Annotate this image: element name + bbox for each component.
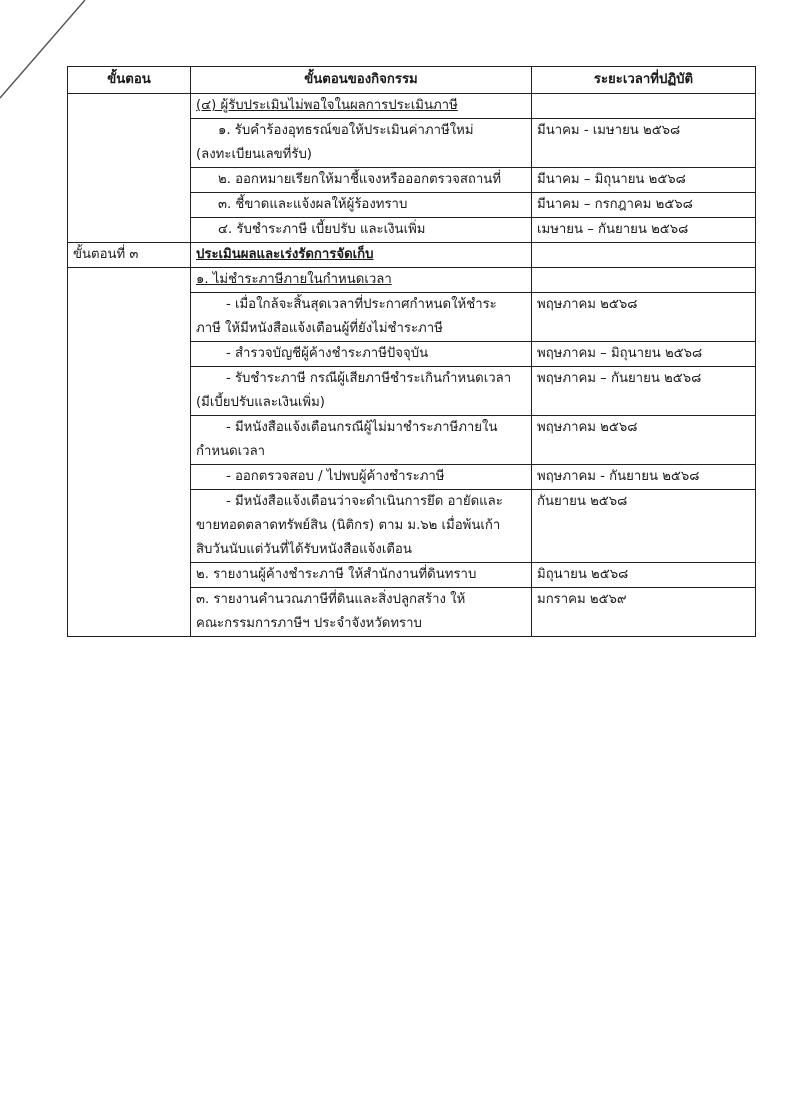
time-cell: เมษายน – กันยายน ๒๕๖๘ [532, 218, 756, 243]
time-cell: มกราคม ๒๕๖๙ [532, 588, 756, 637]
table-row [68, 243, 756, 268]
header-time: ระยะเวลาที่ปฏิบัติ [532, 67, 756, 94]
activity-cell: - มีหนังสือแจ้งเตือนกรณีผู้ไม่มาชำระภาษีภายใน กำหนดเวลา [191, 416, 532, 465]
header-activity: ขั้นตอนของกิจกรรม [191, 67, 532, 94]
activity-cell: ๑. รับคำร้องอุทธรณ์ขอให้ประเมินค่าภาษีใหม่ (ลงทะเบียนเลขที่รับ) [191, 119, 532, 168]
activity-cell: ๓. ชี้ขาดและแจ้งผลให้ผู้ร้องทราบ [191, 193, 532, 218]
step-cell-empty [68, 268, 191, 637]
time-cell: มีนาคม – มิถุนายน ๒๕๖๘ [532, 168, 756, 193]
activity-cell: ๓. รายงานคำนวณภาษีที่ดินและสิ่งปลูกสร้าง ให้ คณะกรรมการภาษีฯ ประจำจังหวัดทราบ [191, 588, 532, 637]
activity-cell: - เมื่อใกล้จะสิ้นสุดเวลาที่ประกาศกำหนดให้ชำระ ภาษี ให้มีหนังสือแจ้งเตือนผู้ที่ยังไม่ชำระภาษี [191, 293, 532, 342]
time-cell: มีนาคม – กรกฎาคม ๒๕๖๘ [532, 193, 756, 218]
time-cell: พฤษภาคม ๒๕๖๘ [532, 293, 756, 342]
step3-heading: ประเมินผลและเร่งรัดการจัดเก็บ [191, 243, 532, 268]
time-cell: พฤษภาคม - กันยายน ๒๕๖๘ [532, 465, 756, 490]
time-cell [532, 268, 756, 293]
section4-heading: (๔) ผู้รับประเมินไม่พอใจในผลการประเมินภาษี [191, 94, 532, 119]
step-label: ขั้นตอนที่ ๓ [68, 243, 191, 268]
activity-cell: - รับชำระภาษี กรณีผู้เสียภาษีชำระเกินกำหนดเวลา (มีเบี้ยปรับและเงินเพิ่ม) [191, 367, 532, 416]
time-cell: พฤษภาคม – มิถุนายน ๒๕๖๘ [532, 342, 756, 367]
time-cell: มิถุนายน ๒๕๖๘ [532, 563, 756, 588]
activity-cell: - มีหนังสือแจ้งเตือนว่าจะดำเนินการยึด อายัดและ ขายทอดตลาดทรัพย์สิน (นิติกร) ตาม ม.๖๒ เมื่อพ้นเก้า สิบวันนับแต่วันที่ได้รับหนังสือแจ้งเตือน [191, 490, 532, 563]
activity-cell: - ออกตรวจสอบ / ไปพบผู้ค้างชำระภาษี [191, 465, 532, 490]
time-cell [532, 243, 756, 268]
activity-cell: ๔. รับชำระภาษี เบี้ยปรับ และเงินเพิ่ม [191, 218, 532, 243]
time-cell: กันยายน ๒๕๖๘ [532, 490, 756, 563]
header-step: ขั้นตอน [68, 67, 191, 94]
activity-cell: ๒. ออกหมายเรียกให้มาชี้แจงหรือออกตรวจสถานที่ [191, 168, 532, 193]
step3-subheading: ๑. ไม่ชำระภาษีภายในกำหนดเวลา [191, 268, 532, 293]
activity-cell: - สำรวจบัญชีผู้ค้างชำระภาษีปัจจุบัน [191, 342, 532, 367]
time-cell: พฤษภาคม ๒๕๖๘ [532, 416, 756, 465]
time-cell [532, 94, 756, 119]
table-row [68, 94, 756, 119]
step-cell-empty [68, 94, 191, 243]
activity-cell: ๒. รายงานผู้ค้างชำระภาษี ให้สำนักงานที่ดินทราบ [191, 563, 532, 588]
schedule-table [67, 66, 756, 637]
time-cell: มีนาคม - เมษายน ๒๕๖๘ [532, 119, 756, 168]
time-cell: พฤษภาคม – กันยายน ๒๕๖๘ [532, 367, 756, 416]
header-row [68, 67, 756, 94]
table-row [68, 268, 756, 293]
